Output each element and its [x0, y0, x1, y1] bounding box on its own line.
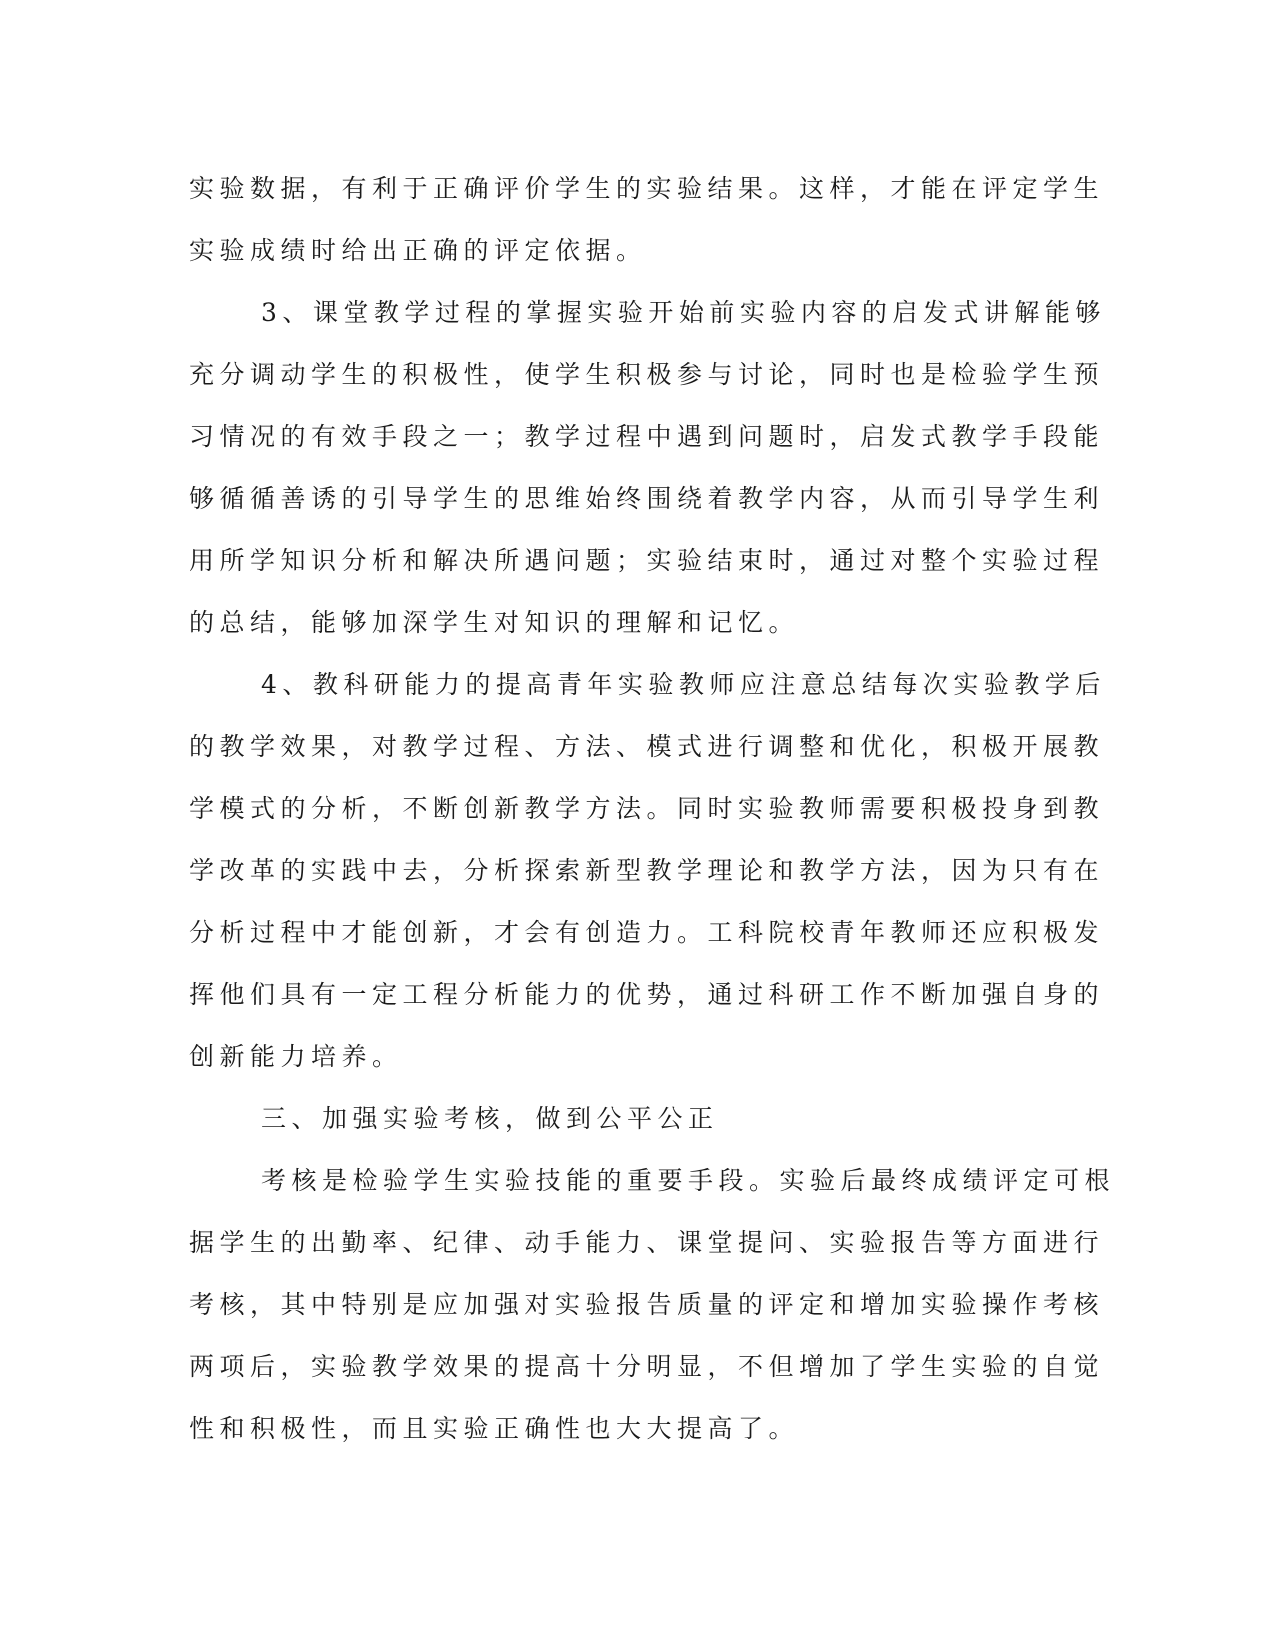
text-line: 实验数据，有利于正确评价学生的实验结果。这样，才能在评定学生 — [189, 174, 1105, 203]
text-line: 两项后，实验教学效果的提高十分明显，不但增加了学生实验的自觉 — [189, 1352, 1105, 1381]
text-line: 据学生的出勤率、纪律、动手能力、课堂提问、实验报告等方面进行 — [189, 1228, 1105, 1257]
text-line: 用所学知识分析和解决所遇问题；实验结束时，通过对整个实验过程 — [189, 546, 1105, 575]
text-line: 实验成绩时给出正确的评定依据。 — [189, 236, 647, 265]
section-heading: 三、加强实验考核，做到公平公正 — [261, 1104, 719, 1133]
text-line-paragraph-start: 考核是检验学生实验技能的重要手段。实验后最终成绩评定可根 — [261, 1166, 1116, 1195]
text-line: 的教学效果，对教学过程、方法、模式进行调整和优化，积极开展教 — [189, 732, 1105, 761]
text-line: 挥他们具有一定工程分析能力的优势，通过科研工作不断加强自身的 — [189, 980, 1105, 1009]
text-line: 创新能力培养。 — [189, 1042, 403, 1071]
document-body — [189, 158, 1116, 1460]
text-line-item-4-start: 4、教科研能力的提高青年实验教师应注意总结每次实验教学后 — [261, 670, 1106, 699]
text-line: 的总结，能够加深学生对知识的理解和记忆。 — [189, 608, 800, 637]
text-line: 分析过程中才能创新，才会有创造力。工科院校青年教师还应积极发 — [189, 918, 1105, 947]
text-line: 充分调动学生的积极性，使学生积极参与讨论，同时也是检验学生预 — [189, 360, 1105, 389]
text-line: 学改革的实践中去，分析探索新型教学理论和教学方法，因为只有在 — [189, 856, 1105, 885]
text-line-item-3-start: 3、课堂教学过程的掌握实验开始前实验内容的启发式讲解能够 — [261, 298, 1106, 327]
text-line: 够循循善诱的引导学生的思维始终围绕着教学内容，从而引导学生利 — [189, 484, 1105, 513]
text-line: 习情况的有效手段之一；教学过程中遇到问题时，启发式教学手段能 — [189, 422, 1105, 451]
text-line: 性和积极性，而且实验正确性也大大提高了。 — [189, 1414, 800, 1443]
text-line: 学模式的分析，不断创新教学方法。同时实验教师需要积极投身到教 — [189, 794, 1105, 823]
text-line: 考核，其中特别是应加强对实验报告质量的评定和增加实验操作考核 — [189, 1290, 1105, 1319]
